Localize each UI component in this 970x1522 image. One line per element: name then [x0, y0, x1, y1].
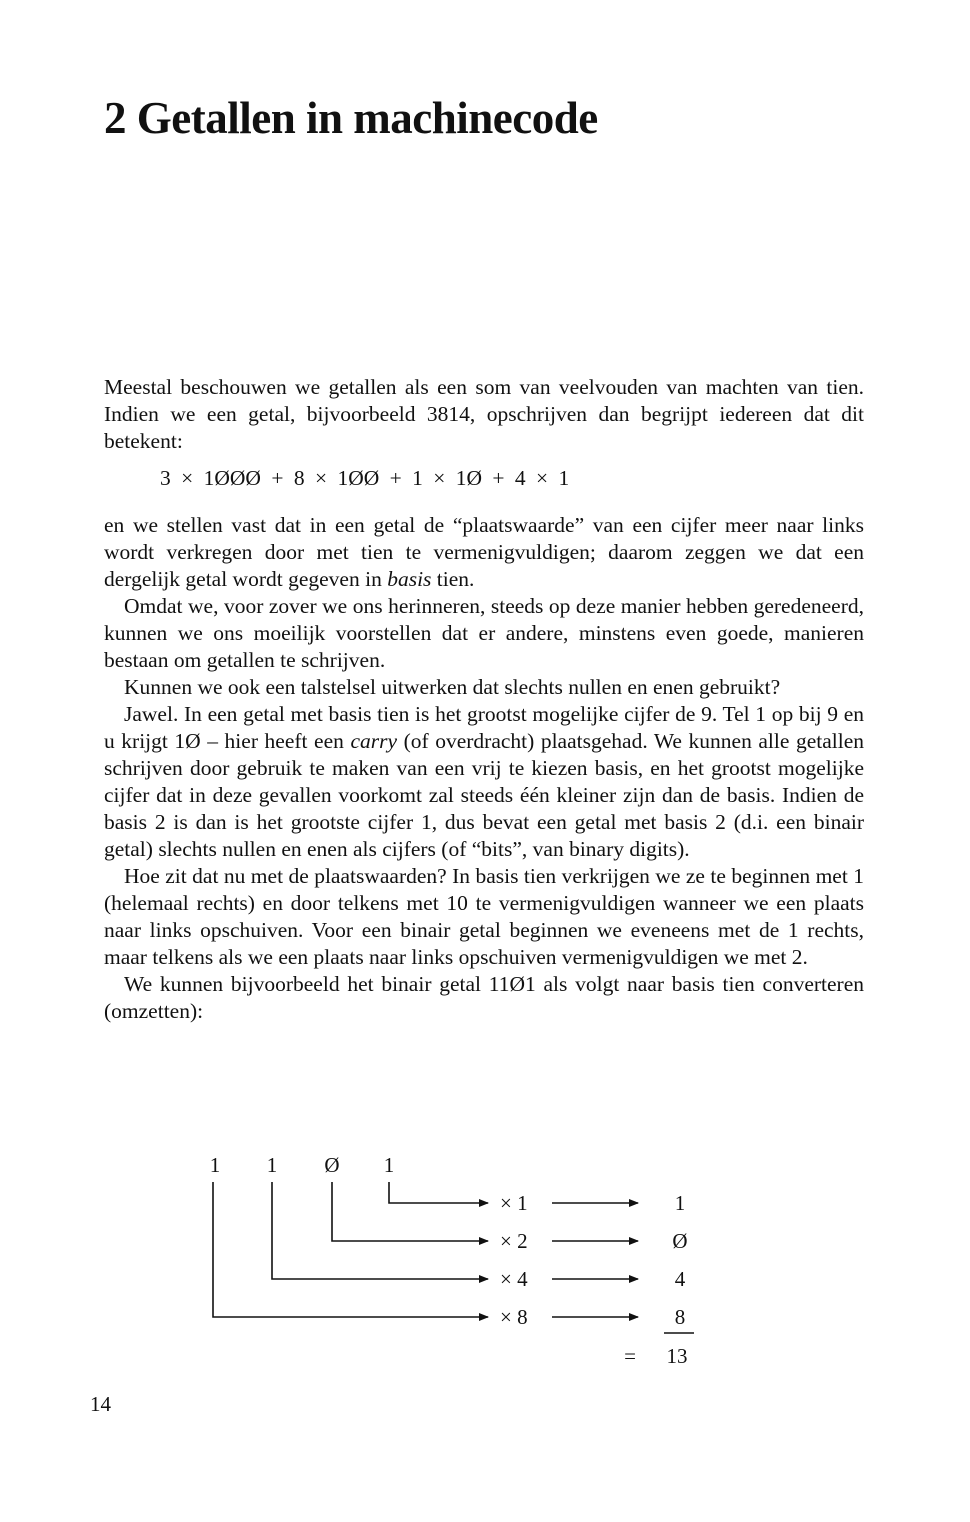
result-value: 1	[674, 1191, 686, 1215]
page-number: 14	[90, 1392, 111, 1416]
connector-line	[272, 1182, 488, 1279]
multiplier-label: × 1	[500, 1191, 528, 1215]
result-value: Ø	[672, 1229, 688, 1253]
multiplier-label: × 8	[500, 1305, 528, 1329]
emphasis-carry: carry	[350, 729, 398, 753]
paragraph-example: We kunnen bijvoorbeeld het binair getal 11Ø1 als volgt naar basis tien converteren (omzetten):	[104, 972, 864, 1023]
formula: 3 × 1ØØØ + 8 × 1ØØ + 1 × 1Ø + 4 × 1	[160, 466, 570, 490]
multiplier-label: × 2	[500, 1229, 528, 1253]
paragraph-place-values: Hoe zit dat nu met de plaatswaarden? In basis tien verkrijgen we ze te beginnen met 1 (helemaal rechts) en door telkens met 10 te vermenigvuldigen wanneer we een plaats naar links opschuiven. Voor een binair getal beginnen we eveneens met de 1 rechts, maar telkens als we een plaats naar links opschuiven vermenigvuldigen we met 2.	[104, 864, 864, 969]
result-value: 8	[674, 1305, 686, 1329]
text-run: tien.	[431, 567, 475, 591]
result-value: 4	[674, 1267, 686, 1291]
emphasis-basis: basis	[387, 567, 432, 591]
equals-sign: =	[624, 1344, 636, 1368]
bit-digit: Ø	[324, 1153, 340, 1177]
bit-digit: 1	[266, 1153, 278, 1177]
paragraph-question: Kunnen we ook een talstelsel uitwerken dat slechts nullen en enen gebruikt?	[124, 675, 781, 699]
multiplier-label: × 4	[500, 1267, 528, 1291]
paragraph-other-ways: Omdat we, voor zover we ons herinneren, steeds op deze manier hebben geredeneerd, kunnen we ons moeilijk voorstellen dat er andere, minstens even goede, manieren bestaan om getallen te schrijven.	[104, 594, 864, 672]
total-value: 13	[666, 1344, 688, 1368]
intro-paragraph: Meestal beschouwen we getallen als een som van veelvouden van machten van tien. Indien we een getal, bijvoorbeeld 3814, opschrijven dan begrijpt iedereen dat dit betekent:	[104, 375, 864, 453]
connector-line	[332, 1182, 488, 1241]
text-run: Jawel. In een getal met basis tien is het grootst mogelijke cijfer de 9. Tel 1 op bij 9 en u krijgt 1Ø – hier heeft een	[104, 702, 864, 753]
text-run: (of overdracht) plaatsgehad. We kunnen alle getallen schrijven door gebruik te maken van een vrij te kiezen basis, en het grootst mogelijke cijfer dat in deze gevallen voorkomt zal steeds één kleiner zijn dan de basis. Indien de basis 2 is dan is het grootste cijfer 1, dus bevat een getal met basis 2 (d.i. een binair getal) slechts nullen en enen als cijfers (of “bits”, van binary digits).	[104, 729, 864, 861]
chapter-title: 2 Getallen in machinecode	[104, 93, 598, 143]
text-run: en we stellen vast dat in een getal de “plaatswaarde” van een cijfer meer naar links wordt verkregen door met tien te vermenigvuldigen; daarom zeggen we dat een dergelijk getal wordt gegeven in	[104, 513, 864, 591]
bit-digit: 1	[209, 1153, 221, 1177]
bit-digit: 1	[383, 1153, 395, 1177]
connector-line	[389, 1182, 488, 1203]
